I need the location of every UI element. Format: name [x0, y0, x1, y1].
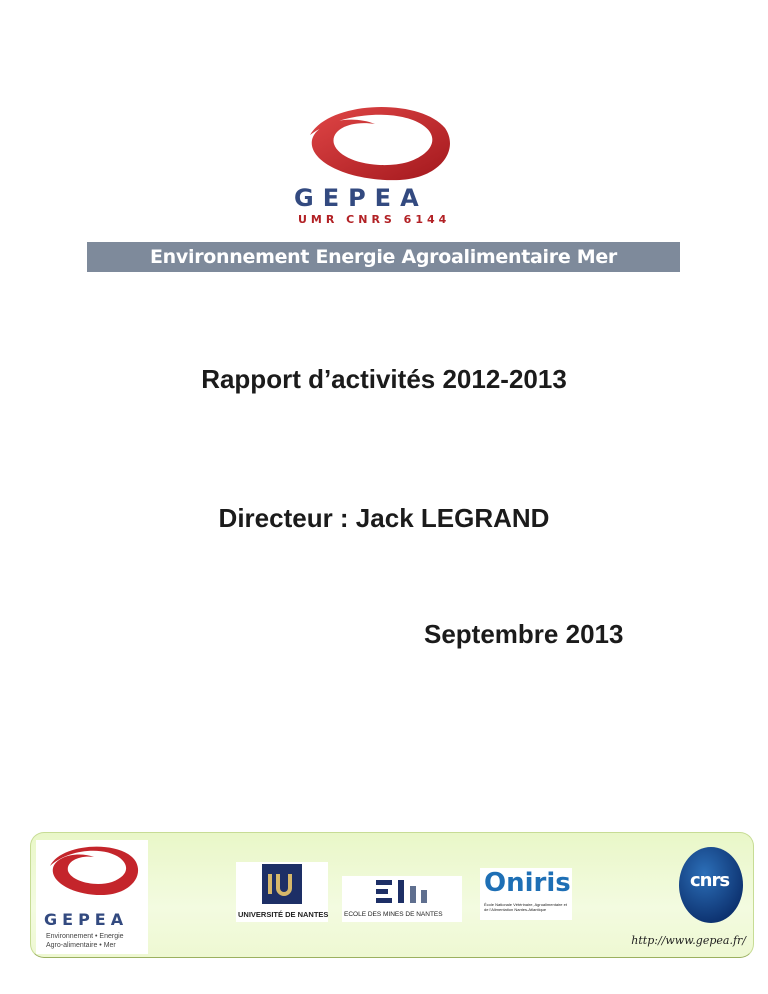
director-line: Directeur : Jack LEGRAND [218, 503, 550, 533]
gepea-swirl-icon [36, 840, 148, 910]
theme-banner: Environnement Energie Agroalimentaire Mer [87, 242, 680, 272]
oniris-logo [480, 868, 572, 920]
universite-nantes-label: UNIVERSITÉ DE NANTES [238, 910, 329, 919]
logo-title: GEPEA [294, 184, 428, 212]
mines-nantes-label: ECOLE DES MINES DE NANTES [344, 911, 443, 918]
cnrs-wordmark: cnrs [690, 870, 730, 891]
report-date: Septembre 2013 [424, 619, 624, 649]
gepea-logo [290, 100, 460, 230]
mines-nantes-logo [342, 876, 462, 922]
footer-logo-tagline-1: Environnement • Energie [46, 933, 124, 940]
logo-subtitle: UMR CNRS 6144 [298, 213, 451, 226]
oniris-wordmark: Oniris [484, 868, 571, 898]
website-link[interactable]: http://www.gepea.fr/ [631, 934, 746, 947]
universite-nantes-emblem-icon [262, 864, 302, 904]
cnrs-logo [678, 846, 744, 924]
oniris-subline: École Nationale Vétérinaire, Agroalimentaire et de l'Alimentation Nantes-Atlantique [484, 902, 567, 912]
report-title: Rapport d’activités 2012-2013 [201, 364, 567, 394]
footer-gepea-logo [36, 840, 148, 954]
footer-logo-tagline-2: Agro-alimentaire • Mer [46, 942, 116, 949]
footer-logo-title: GEPEA [44, 910, 129, 929]
mines-nantes-emblem-icon [374, 878, 430, 908]
universite-nantes-logo [236, 862, 328, 922]
